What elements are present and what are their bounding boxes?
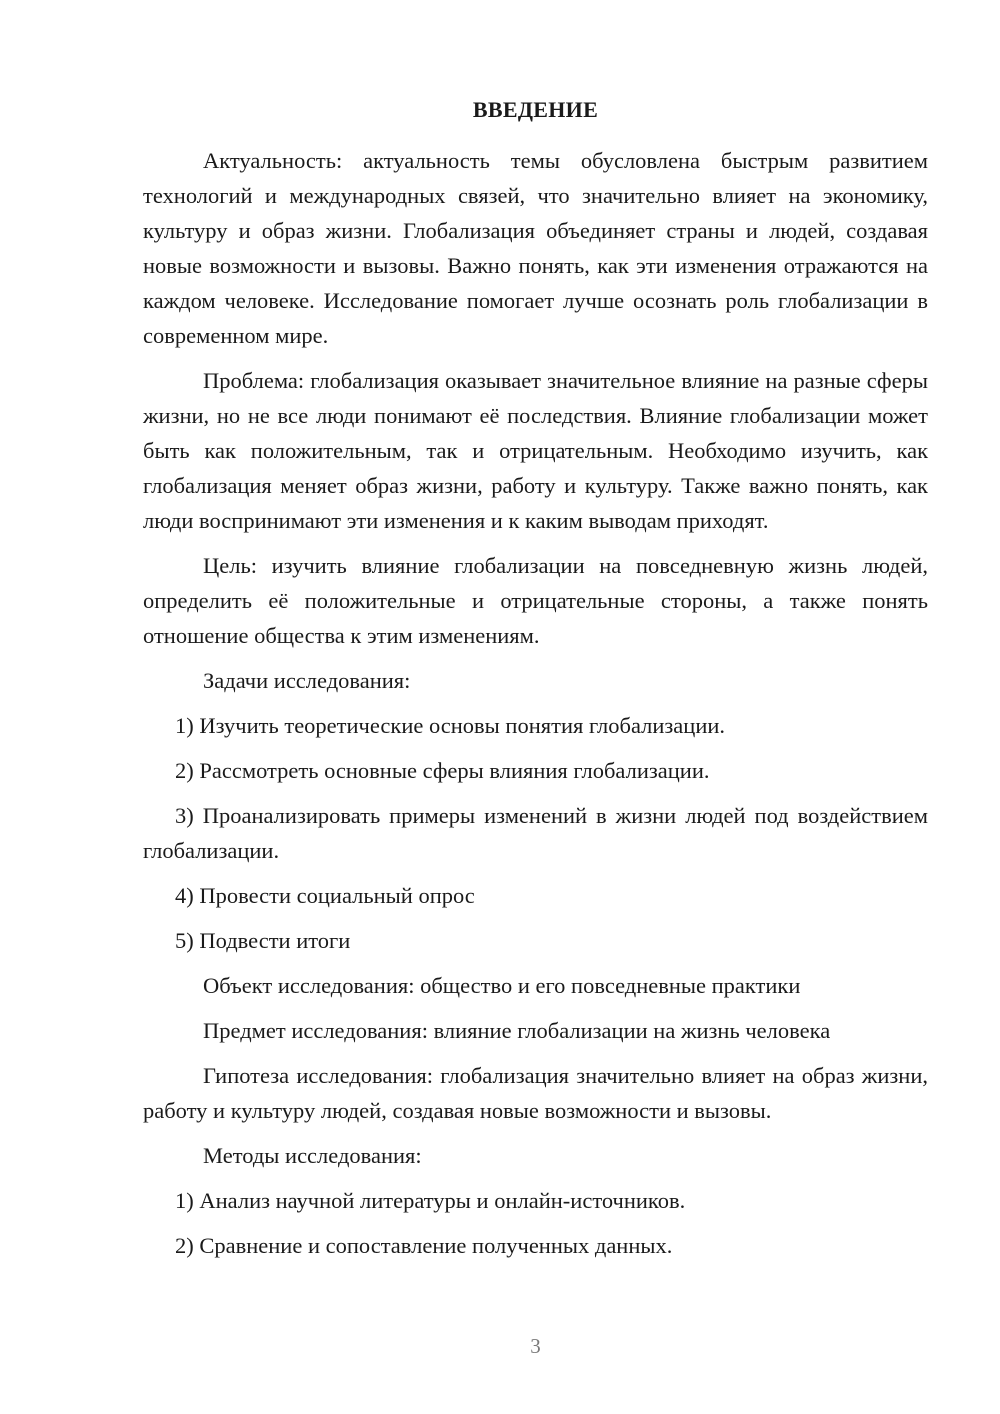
- paragraph-goal: Цель: изучить влияние глобализации на повседневную жизнь людей, определить её положительные и отрицательные стороны, а также понять отношение общества к этим изменениям.: [143, 553, 928, 648]
- method-item-1: 1) Анализ научной литературы и онлайн-источников.: [175, 1188, 686, 1213]
- task-item-2: 2) Рассмотреть основные сферы влияния глобализации.: [175, 758, 710, 783]
- section-title: ВВЕДЕНИЕ: [472, 97, 599, 122]
- task-item-3: 3) Проанализировать примеры изменений в жизни людей под воздействием глобализации.: [143, 803, 928, 863]
- task-item-5: 5) Подвести итоги: [175, 928, 351, 953]
- research-hypothesis: Гипотеза исследования: глобализация значительно влияет на образ жизни, работу и культуру людей, создавая новые возможности и вызовы.: [143, 1063, 928, 1123]
- paragraph-problem: Проблема: глобализация оказывает значительное влияние на разные сферы жизни, но не все люди понимают её последствия. Влияние глобализации может быть как положительным, так и отрицательным. Необходимо изучить, как глобализация меняет образ жизни, работу и культуру. Также важно понять, как люди воспринимают эти изменения и к каким выводам приходят.: [143, 368, 928, 533]
- document-page: [143, 0, 928, 1414]
- research-subject: Предмет исследования: влияние глобализации на жизнь человека: [203, 1018, 831, 1043]
- research-object: Объект исследования: общество и его повседневные практики: [203, 973, 801, 998]
- page-number: 3: [530, 1334, 541, 1358]
- task-item-4: 4) Провести социальный опрос: [175, 883, 475, 908]
- document-body: [143, 143, 928, 1273]
- method-item-2: 2) Сравнение и сопоставление полученных данных.: [175, 1233, 673, 1258]
- task-item-1: 1) Изучить теоретические основы понятия глобализации.: [175, 713, 726, 738]
- methods-heading: Методы исследования:: [203, 1143, 422, 1168]
- tasks-heading: Задачи исследования:: [203, 668, 411, 693]
- paragraph-actuality: Актуальность: актуальность темы обусловлена быстрым развитием технологий и международных связей, что значительно влияет на экономику, культуру и образ жизни. Глобализация объединяет страны и людей, создавая новые возможности и вызовы. Важно понять, как эти изменения отражаются на каждом человеке. Исследование помогает лучше осознать роль глобализации в современном мире.: [143, 148, 928, 348]
